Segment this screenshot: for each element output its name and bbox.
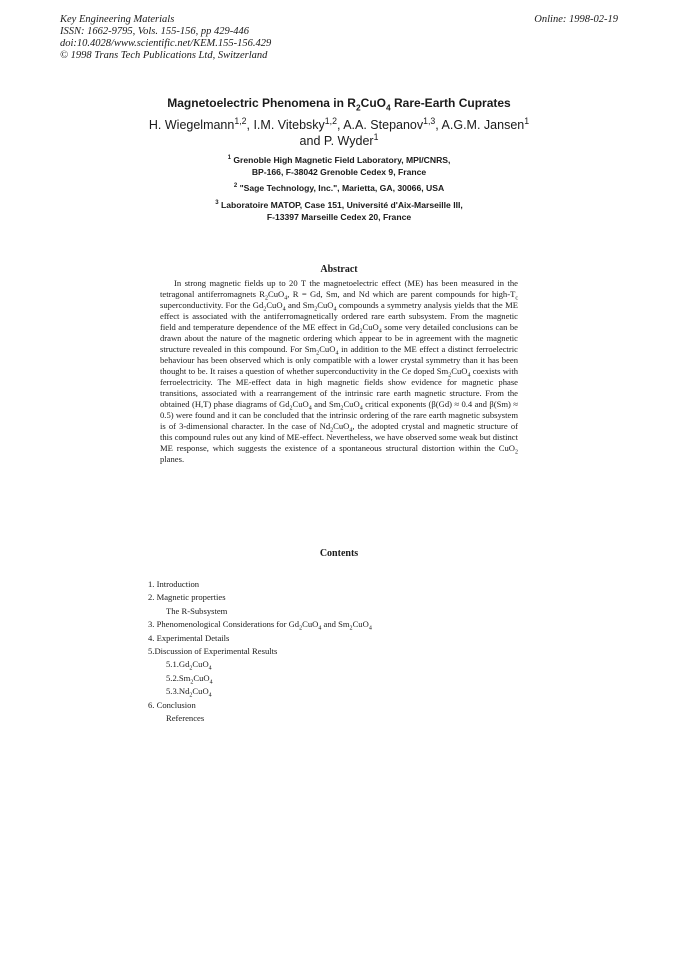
journal-name: Key Engineering Materials [60, 14, 175, 25]
online-date: Online: 1998-02-19 [534, 14, 618, 25]
doi-line: doi:10.4028/www.scientific.net/KEM.155-156.429 [60, 38, 272, 49]
toc-item: 4. Experimental Details [148, 632, 230, 643]
toc-item: 1. Introduction [148, 579, 200, 589]
issn-line: ISSN: 1662-9795, Vols. 155-156, pp 429-446 [60, 26, 249, 37]
affiliation-3: $^3$ Laboratoire MATOP, Case 151, Université d'Aix-Marseille III, F-13397 Marseille Cedex 20, France [215, 200, 463, 222]
affiliation-1: $^1$ Grenoble High Magnetic Field Laboratory, MPI/CNRS, BP-166, F-38042 Grenoble Cedex 9, France [227, 155, 451, 177]
toc-item: 6. Conclusion [148, 699, 196, 710]
toc-item: The R-Subsystem [166, 605, 228, 616]
author-list: H. Wiegelmann$^{1,2}$, I.M. Vitebsky$^{1,2}$, A.A. Stepanov$^{1,3}$, A.G.M. Jansen$^1$ and P. Wyder$^1$ [148, 115, 530, 148]
table-of-contents [148, 578, 568, 725]
toc-item: 5.Discussion of Experimental Results [148, 645, 278, 656]
paper-title: Magnetoelectric Phenomena in $R_2CuO_4$ Rare-Earth Cuprates [167, 96, 511, 113]
contents-heading: Contents [319, 548, 359, 559]
affiliation-2: $^2$ "Sage Technology, Inc.", Marietta, GA, 30066, USA [233, 183, 445, 193]
toc-item: References [166, 712, 205, 723]
copyright-line: © 1998 Trans Tech Publications Ltd, Switzerland [60, 50, 268, 61]
toc-item: $5.2.Sm_2CuO_4$ [166, 672, 213, 686]
journal-header [60, 14, 618, 62]
toc-item: 3. Phenomenological Considerations for $Gd_2CuO_4$ and $Sm_2CuO_4$ [148, 619, 372, 632]
toc-item: $5.1.Gd_2CuO_4$ [166, 659, 212, 673]
abstract-body: In strong magnetic fields up to 20 T the magnetoelectric effect (ME) has been measured in the tetragonal antiferromagnets $R_2CuO_4$, R = Gd, Sm, and Nd which are parent compounds for high-$T_c$ superconductivity. For the $Gd_2CuO_4$ and $Sm_2CuO_4$ compounds a symmetry analysis yields that the ME effect is associated with the antiferromagnetically ordered rare earth subsystem. From the magnetic field and temperature dependence of the ME effect in $Gd_2CuO_4$ some very detailed conclusions can be drawn about the nature of the magnetic ordering which appear to be in agreement with the magnetic structure revealed in this compound. For $Sm_2CuO_4$ in addition to the ME effect a distinct ferroelectric behaviour has been observed which is only compatible with a lower crystal symmetry than it has been thought to be. It raises a question of whether superconductivity in the Ce doped $Sm_2CuO_4$ coexists with ferroelectricity. The ME-effect data in high magnetic fields show evidence for magnetic phase transitions, associated with a rearrangement of the intrinsic rare earth magnetic structure. From the obtained (H,T) phase diagrams of $Gd_2CuO_4$ and $Sm_2CuO_4$ critical exponents (β(Gd) ≈ 0.4 and β(Sm) ≈ 0.5) were found and it can be concluded that the intrinsic ordering of the rare earth magnetic subsystem is of 3-dimensional character. In the case of $Nd_2CuO_4$, the adopted crystal and magnetic structure of this compound rules out any kind of ME-effect. Nevertheless, we have observed some weak but distinct ME response, which suggests the existence of a spontaneous structural distortion within the CuO$_2$ planes. [160, 278, 519, 464]
toc-item: $5.3.Nd_2CuO_4$ [166, 686, 212, 699]
abstract-heading: Abstract [320, 264, 358, 275]
toc-item: 2. Magnetic properties [148, 592, 226, 603]
